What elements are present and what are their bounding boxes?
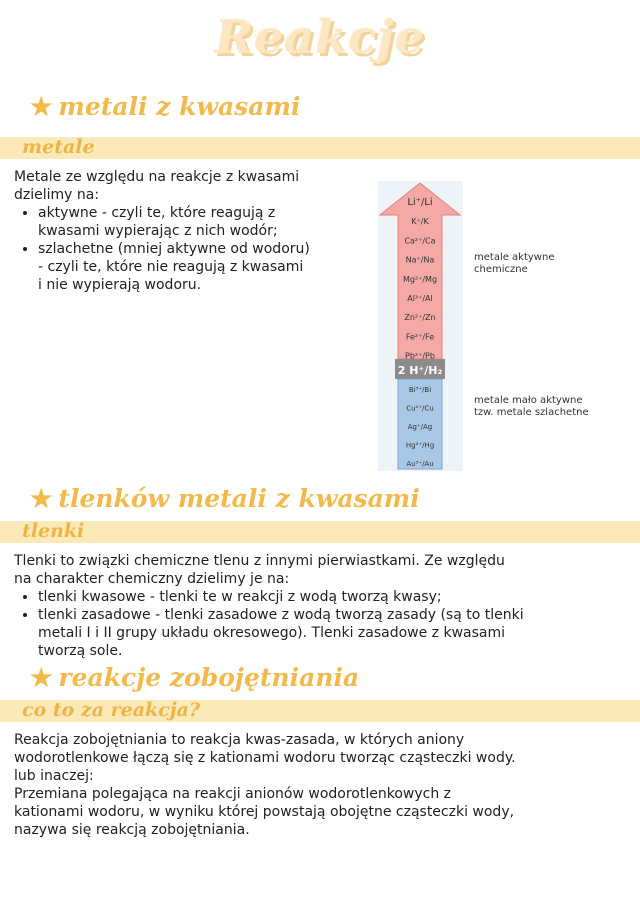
list-item-line: metali I i II grupy układu okresowego). Tlenki zasadowe z kwasami <box>38 625 506 641</box>
active-metal-label: Zn²⁺/Zn <box>404 313 436 323</box>
caption-line: metale mało aktywne <box>474 395 583 406</box>
section-heading-text: tlenków metali z kwasami <box>58 484 420 513</box>
active-metals-caption <box>474 252 554 276</box>
section-heading-text: metali z kwasami <box>58 92 301 121</box>
active-metal-label: Pb²⁺/Pb <box>405 351 435 361</box>
subheading-band-oxides <box>0 521 640 543</box>
star-icon: ★ <box>30 484 53 513</box>
noble-metals-caption <box>474 395 589 419</box>
paragraph: Metale ze względu na reakcje z kwasami dzielimy na: <box>14 169 300 203</box>
subheading-text: co to za reakcja? <box>22 699 201 721</box>
list-item-line: - czyli te, które nie reagują z kwasami <box>38 259 304 275</box>
subheading-band-metals <box>0 137 640 159</box>
paragraph-line: nazywa się reakcją zobojętniania. <box>14 822 250 838</box>
active-metal-label: Al³⁺/Al <box>407 294 433 303</box>
list-item <box>38 588 614 606</box>
noble-metal-label: Bi³⁺/Bi <box>408 386 432 394</box>
paragraph <box>14 731 624 839</box>
caption-line: tzw. metale szlachetne <box>474 407 589 418</box>
paragraph-line: Tlenki to związki chemiczne tlenu z innymi pierwiastkami. Ze względu <box>14 553 505 569</box>
noble-metal-label: Ag⁺/Ag <box>407 423 433 431</box>
section-heading-text: reakcje zobojętniania <box>58 663 360 692</box>
paragraph-line: lub inaczej: <box>14 768 94 784</box>
subheading-band-neutralization <box>0 700 640 722</box>
paragraph-line: Reakcja zobojętniania to reakcja kwas-zasada, w których aniony <box>14 732 465 748</box>
noble-metal-label: Au³⁺/Au <box>406 460 434 468</box>
active-metal-label: Mg²⁺/Mg <box>402 274 438 284</box>
subheading-text: metale <box>22 136 95 158</box>
paragraph-line: wodorotlenkowe łączą się z kationami wodoru tworząc cząsteczki wody. <box>14 750 516 766</box>
active-metal-label: Ca²⁺/Ca <box>404 236 436 246</box>
section-heading-neutralization <box>30 663 359 692</box>
oxides-description <box>14 552 614 660</box>
list-item-line: kwasami wypierając z nich wodór; <box>38 223 278 239</box>
list-item-line: i nie wypierają wodoru. <box>38 277 202 293</box>
neutralization-description <box>14 731 624 839</box>
list-item-line: szlachetne (mniej aktywne od wodoru) <box>38 241 310 257</box>
paragraph-line: Przemiana polegająca na reakcji anionów wodorotlenkowych z <box>14 786 451 802</box>
page-title: Reakcje <box>214 10 426 64</box>
active-metal-label: Fe²⁺/Fe <box>405 332 435 342</box>
activity-series-diagram <box>378 181 463 471</box>
list-item-line: aktywne - czyli te, które reagują z <box>38 205 276 221</box>
list-item-line: tlenki zasadowe - tlenki zasadowe z wodą tworzą zasady (są to tlenki <box>38 607 524 623</box>
list-item-line: tlenki kwasowe - tlenki te w reakcji z wodą tworzą kwasy; <box>38 589 442 605</box>
list-item <box>38 204 374 240</box>
hydrogen-label: 2 H⁺/H₂ <box>397 364 443 377</box>
bullet-list <box>14 588 614 660</box>
star-icon: ★ <box>30 663 53 692</box>
list-item-line: tworzą sole. <box>38 643 123 659</box>
active-metal-label: K⁺/K <box>411 217 429 227</box>
section-heading-oxides <box>30 484 420 513</box>
paragraph-line: kationami wodoru, w wyniku której powstają obojętne cząsteczki wody, <box>14 804 515 820</box>
list-item <box>38 240 374 294</box>
noble-metal-label: Cu²⁺/Cu <box>406 404 434 413</box>
activity-series-svg <box>378 181 463 471</box>
star-icon: ★ <box>30 92 53 121</box>
active-metal-label: Li⁺/Li <box>407 197 433 208</box>
paragraph-line: na charakter chemiczny dzielimy je na: <box>14 571 290 587</box>
subheading-text: tlenki <box>22 520 85 542</box>
section-heading-metals <box>30 92 300 121</box>
metals-description <box>14 168 374 294</box>
list-item <box>38 606 614 660</box>
active-metal-label: Na⁺/Na <box>405 255 435 265</box>
paragraph <box>14 552 614 588</box>
noble-metal-label: Hg²⁺/Hg <box>405 441 435 450</box>
caption-line: chemiczne <box>474 264 528 275</box>
caption-line: metale aktywne <box>474 252 555 263</box>
bullet-list <box>14 204 374 294</box>
